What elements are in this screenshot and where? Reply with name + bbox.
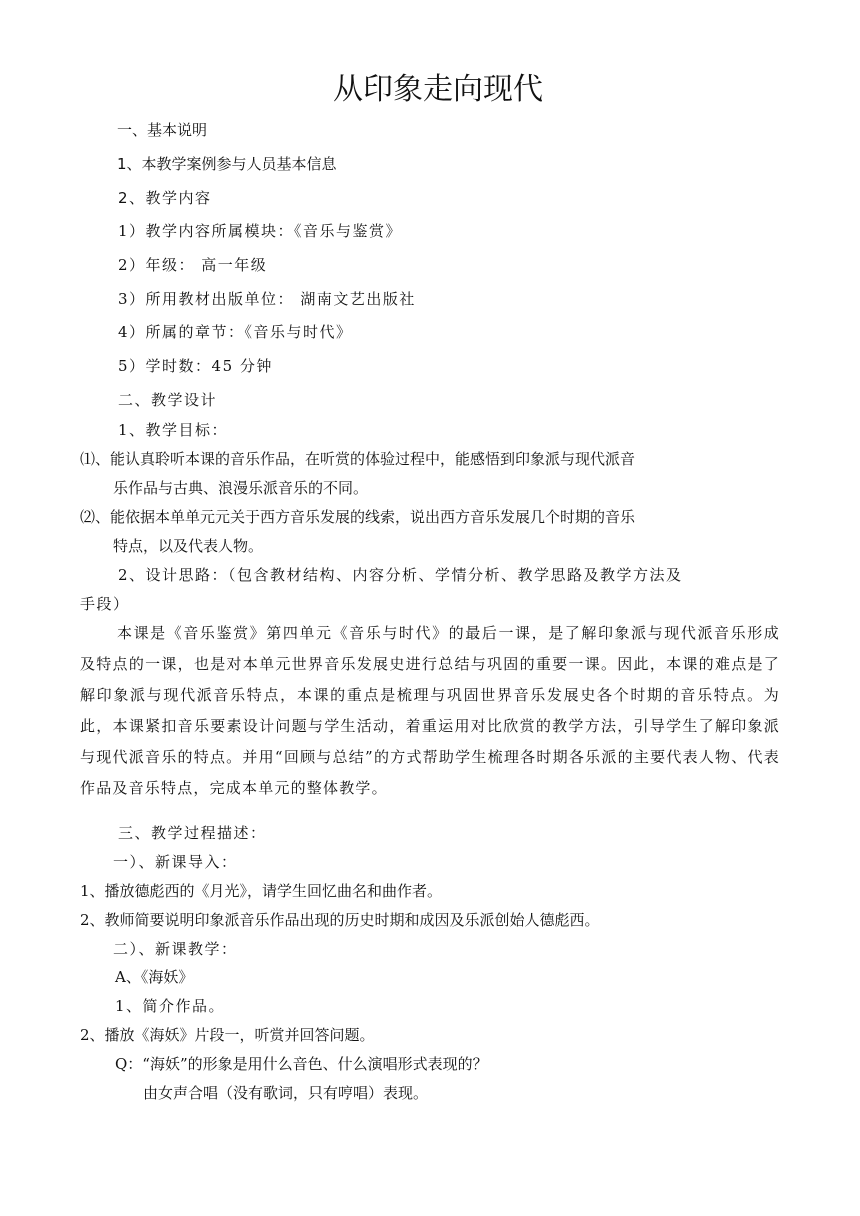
process-part-intro: 一）、新课导入： (113, 853, 238, 871)
intro-step-1: 1、播放德彪西的《月光》，请学生回忆曲名和曲作者。 (80, 882, 443, 900)
goal-1-line-1: ⑴、能认真聆听本课的音乐作品，在听赏的体验过程中，能感悟到印象派与现代派音 (80, 450, 636, 468)
answer-text: 由女声合唱（没有歌词，只有哼唱）表现。 (143, 1084, 429, 1102)
intro-step-2: 2、教师简要说明印象派音乐作品出现的历史时期和成因及乐派创始人德彪西。 (80, 911, 600, 929)
question-text: Q：“海妖”的形象是用什么音色、什么演唱形式表现的？ (115, 1055, 488, 1073)
content-item: 4）所属的章节：《音乐与时代》 (118, 323, 353, 341)
content-item: 1）教学内容所属模块：《音乐与鉴赏》 (118, 222, 403, 240)
piece-a-step-2: 2、播放《海妖》片段一，听赏并回答问题。 (80, 1026, 375, 1044)
page-title: 从印象走向现代 (333, 72, 543, 107)
piece-a-heading: A、《海妖》 (115, 968, 194, 986)
process-part-teaching: 二）、新课教学： (113, 940, 238, 958)
design-idea-line-2: 手段） (80, 595, 130, 613)
section-heading-basic-info: 一、基本说明 (117, 121, 208, 139)
piece-a-step-1: 1、简介作品。 (115, 997, 226, 1015)
teaching-content-heading: 2、教学内容 (118, 189, 212, 207)
goal-2-line-2: 特点，以及代表人物。 (113, 537, 264, 555)
content-item: 5）学时数：45 分钟 (118, 357, 273, 375)
section-heading-design: 二、教学设计 (118, 391, 218, 409)
goal-2-line-1: ⑵、能依据本单单元元关于西方音乐发展的线索，说出西方音乐发展几个时期的音乐 (80, 508, 636, 526)
design-paragraph: 本课是《音乐鉴赏》第四单元《音乐与时代》的最后一课，是了解印象派与现代派音乐形成及特点的一课，也是对本单元世界音乐发展史进行总结与巩固的重要一课。因此，本课的难点是了解印象派与现代派音乐特点，本课的重点是梳理与巩固世界音乐发展史各个时期的音乐特点。为此，本课紧扣音乐要素设计问题与学生活动，着重运用对比欣赏的教学方法，引导学生了解印象派与现代派音乐的特点。并用“回顾与总结”的方式帮助学生梳理各时期各乐派的主要代表人物、代表作品及音乐特点，完成本单元的整体教学。 (80, 624, 780, 797)
design-idea-line-1: 2、设计思路：（包含教材结构、内容分析、学情分析、教学思路及教学方法及 (118, 566, 683, 584)
content-item: 3）所用教材出版单位： 湖南文艺出版社 (118, 290, 416, 308)
participants-info-heading: 1、本教学案例参与人员基本信息 (117, 155, 337, 173)
goal-1-line-2: 乐作品与古典、浪漫乐派音乐的不同。 (113, 479, 369, 497)
section-heading-process: 三、教学过程描述： (118, 824, 267, 842)
goals-heading: 1、教学目标： (118, 421, 229, 439)
content-item: 2）年级： 高一年级 (118, 256, 268, 274)
